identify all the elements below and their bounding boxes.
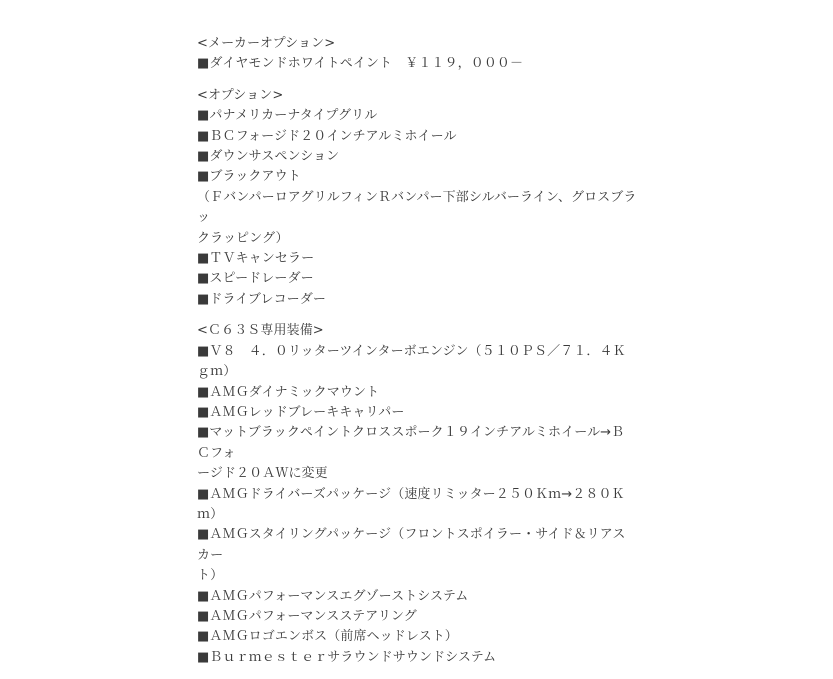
option-line: ■ブラックアウト [197,169,301,185]
equipment-line: ■ＡＭＧロゴエンボス（前席ヘッドレスト） [197,629,458,645]
equipment-line: ■ＡＭＧレッドブレーキキャリパー [197,404,405,420]
equipment-line: ■ＡＭＧパフォーマンスステアリング [197,608,417,624]
maker-options-heading: <メーカーオプション> [197,36,336,51]
option-line: ■スピードレーダー [197,271,314,287]
equipment-line: ■Ｖ８ ４．０リッターツインターボエンジン（５１０ＰＳ／７１．４Ｋｇｍ） [197,343,626,380]
option-line: ■ＴＶキャンセラー [197,251,315,267]
maker-options-section [197,34,637,75]
options-heading: <オプション> [197,87,284,103]
c63s-equipment-section [197,321,637,668]
equipment-line: ト） [197,568,224,584]
option-line: ■パナメリカーナタイプグリル [197,108,378,124]
option-line: クラッピング） [197,230,289,246]
option-line: ■ＢＣフォージド２０インチアルミホイール [197,128,457,144]
equipment-line: ■Ｂｕｒｍｅｓｔｅｒサラウンドサウンドシステム [197,649,497,665]
option-line: ■ドライブレコーダー [197,291,326,307]
options-text-block [197,34,637,679]
equipment-line: ージド２０ＡＷに変更 [197,466,328,482]
c63s-equipment-heading: <Ｃ６３Ｓ専用装備> [197,323,324,339]
equipment-line: ■マットブラックペイントクロススポーク１９インチアルミホイール→ＢＣフォ [197,425,625,461]
option-line: ■ダイヤモンドホワイトペイント ￥１１９，０００－ [197,56,524,72]
equipment-line: ■ＡＭＧダイナミックマウント [197,384,380,400]
equipment-line: ■ＡＭＧドライバーズパッケージ（速度リミッター２５０Ｋｍ→２８０Ｋｍ） [197,486,625,522]
equipment-line: ■ＡＭＧパフォーマンスエグゾーストシステム [197,588,469,604]
equipment-line: ■ＡＭＧスタイリングパッケージ（フロントスポイラー・サイド＆リアスカー [197,527,626,563]
option-line: ■ダウンサスペンション [197,149,340,165]
option-line: （ＦバンパーロアグリルフィンＲバンパー下部シルバーライン、グロスブラッ [197,189,637,226]
options-section [197,86,637,310]
